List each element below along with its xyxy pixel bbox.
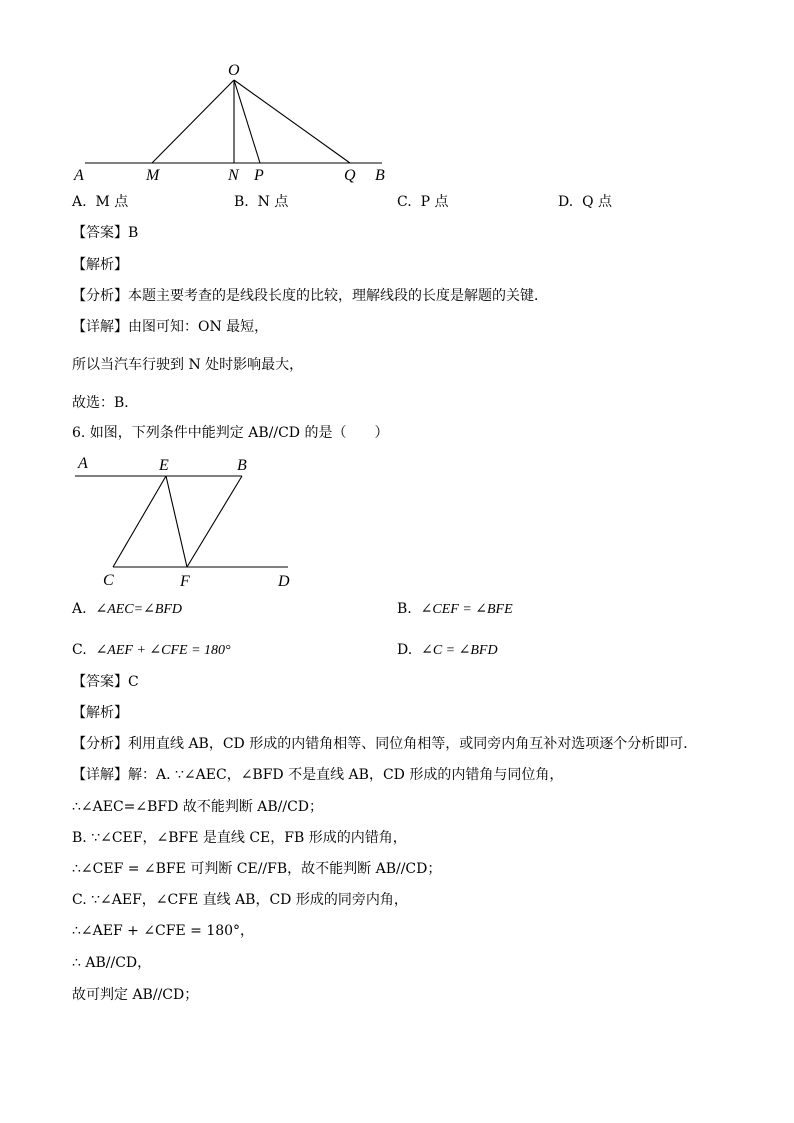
q5-detail: 【详解】由图可知：ON 最短，: [72, 319, 269, 335]
q5-option-b: [234, 192, 288, 212]
q6-answer: 【答案】C: [72, 674, 139, 690]
label-c: C: [103, 572, 114, 589]
label-a: A: [74, 167, 84, 184]
label-e: E: [159, 457, 169, 474]
q6-option-b: [397, 599, 513, 620]
segment-oq: [234, 80, 350, 163]
q5-conclusion: 故选：B．: [72, 395, 139, 411]
label-o: O: [228, 62, 240, 79]
label-q: Q: [344, 167, 356, 184]
q5-answer: 【答案】B: [72, 225, 139, 241]
q5-option-c: [397, 192, 448, 212]
label-b: B: [237, 457, 247, 474]
option-text: ∠AEC=∠BFD: [95, 602, 183, 617]
label-m: M: [146, 167, 160, 184]
option-letter: B.: [234, 194, 249, 210]
q6-detail-line: ∴ AB//CD，: [72, 955, 152, 971]
q6-detail-line: C. ∵∠AEF，∠CFE 直线 AB，CD 形成的同旁内角，: [72, 892, 408, 908]
option-letter: A.: [72, 194, 87, 210]
segment-fb: [187, 476, 242, 567]
q5-detail-line-2: 所以当汽车行驶到 N 处时影响最大，: [72, 357, 304, 373]
q5-option-a: [72, 192, 128, 212]
label-f: F: [180, 573, 190, 590]
q6-stem: 6. 如图，下列条件中能判定 AB//CD 的是（ ）: [72, 425, 389, 441]
q6-option-c: [72, 640, 231, 661]
option-letter: A.: [72, 601, 87, 617]
q6-detail-line: 故可判定 AB//CD；: [72, 987, 199, 1003]
q6-detail-line: ∴∠AEC=∠BFD 故不能判断 AB//CD；: [72, 799, 324, 815]
q6-analysis: 【分析】利用直线 AB，CD 形成的内错角相等、同位角相等，或同旁内角互补对选项逐个分析即可．: [72, 736, 698, 752]
q6-detail-line: 【详解】解：A. ∵∠AEC，∠BFD 不是直线 AB，CD 形成的内错角与同位角，: [72, 767, 564, 783]
option-letter: C.: [397, 194, 412, 210]
label-a: A: [78, 455, 88, 472]
label-n: N: [228, 167, 239, 184]
segment-op: [234, 80, 260, 163]
segment-om: [152, 80, 234, 163]
q6-detail-line: ∴∠AEF + ∠CFE = 180°，: [72, 923, 255, 939]
option-letter: C.: [72, 642, 87, 658]
figure-1-diagram: [70, 58, 400, 188]
label-p: P: [254, 167, 264, 184]
label-b: B: [375, 167, 385, 184]
figure-2-diagram: [70, 450, 310, 595]
option-letter: D.: [397, 642, 413, 658]
q6-jiexi-heading: 【解析】: [72, 705, 128, 721]
q5-jiexi-heading: 【解析】: [72, 257, 128, 273]
q6-option-d: [397, 640, 498, 661]
option-text: ∠C = ∠BFD: [421, 643, 498, 658]
q6-option-a: [72, 599, 182, 620]
segment-ce: [113, 476, 166, 567]
q6-detail-line: B. ∵∠CEF，∠BFE 是直线 CE，FB 形成的内错角，: [72, 830, 407, 846]
q5-analysis: 【分析】本题主要考查的是线段长度的比较，理解线段的长度是解题的关键．: [72, 288, 548, 304]
option-text: P 点: [420, 194, 449, 210]
option-text: Q 点: [582, 194, 613, 210]
option-letter: D.: [558, 194, 574, 210]
option-text: M 点: [95, 194, 129, 210]
label-d: D: [278, 573, 290, 590]
segment-ef: [166, 476, 187, 567]
option-text: N 点: [257, 194, 289, 210]
option-letter: B.: [397, 601, 412, 617]
option-text: ∠CEF = ∠BFE: [420, 602, 513, 617]
option-text: ∠AEF + ∠CFE = 180°: [95, 643, 231, 658]
q6-detail-line: ∴∠CEF = ∠BFE 可判断 CE//FB，故不能判断 AB//CD；: [72, 861, 442, 877]
q5-option-d: [558, 192, 612, 212]
